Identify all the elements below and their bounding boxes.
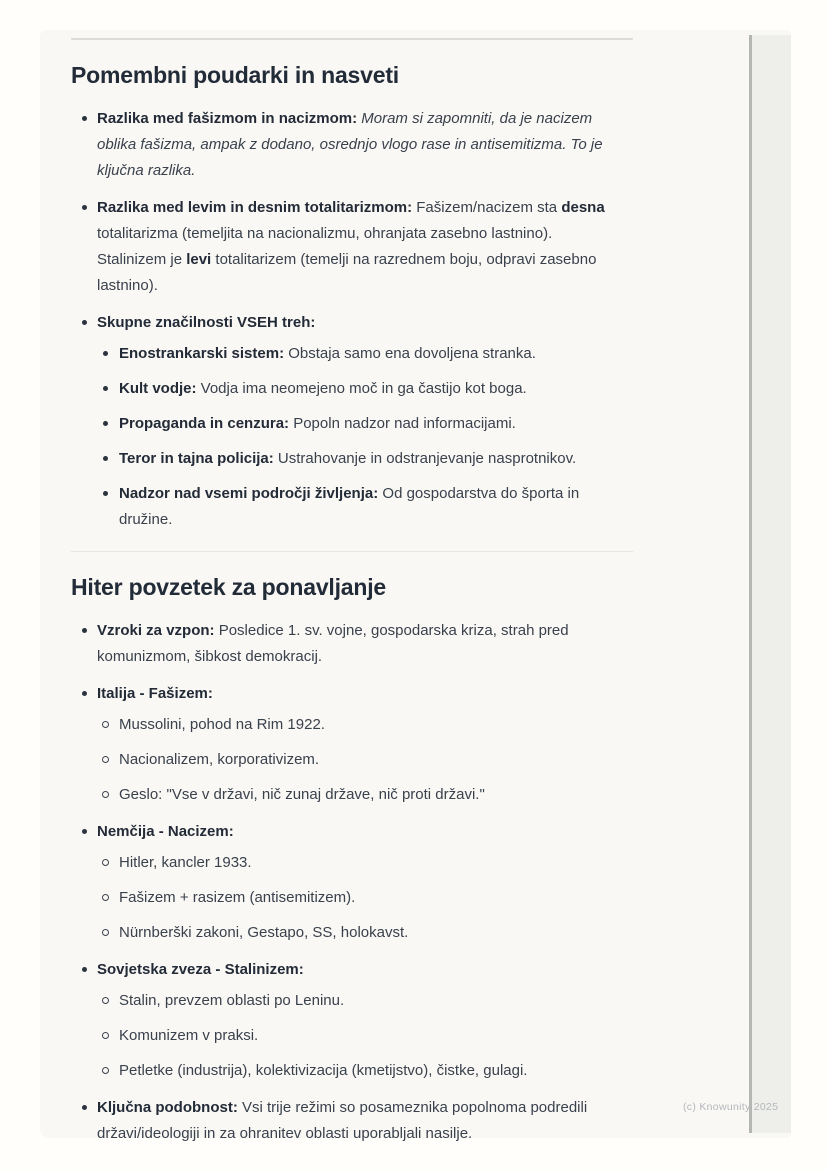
- list-item: [97, 988, 616, 1014]
- bullet-icon: [103, 456, 108, 461]
- sub-bullet-list: [97, 850, 616, 946]
- sub-bullet-list: [97, 712, 616, 808]
- list-item-text: Nadzor nad vsemi področji življenja: Od gospodarstva do športa in družine.: [119, 485, 580, 528]
- list-item: [97, 1058, 616, 1084]
- list-item-text: Nemčija - Nacizem:: [97, 823, 234, 840]
- bullet-icon: [103, 386, 108, 391]
- list-item-text: Ključna podobnost: Vsi trije režimi so posameznika popolnoma podredili državi/ideologiji in za ohranitev oblasti uporabljali nasilje.: [97, 1099, 588, 1142]
- bullet-icon: [82, 691, 87, 696]
- list-item-text: Teror in tajna policija: Ustrahovanje in odstranjevanje nasprotnikov.: [119, 450, 577, 467]
- list-item-text: Propaganda in cenzura: Popoln nadzor nad informacijami.: [119, 415, 516, 432]
- circle-bullet-icon: [102, 1067, 109, 1074]
- list-item: [71, 819, 616, 946]
- list-item-text: Fašizem + rasizem (antisemitizem).: [119, 889, 356, 906]
- watermark: (c) Knowunity 2025: [683, 1101, 779, 1113]
- list-item-text: Hitler, kancler 1933.: [119, 854, 252, 871]
- list-item-text: Nürnberški zakoni, Gestapo, SS, holokavst.: [119, 924, 409, 941]
- list-item: [97, 850, 616, 876]
- list-item-text: Razlika med fašizmom in nacizmom: Moram si zapomniti, da je nacizem oblika fašizma, ampak z dodano, osrednjo vlogo rase in antisemitizma. To je ključna razlika.: [97, 110, 603, 179]
- bullet-icon: [82, 320, 87, 325]
- list-item: [71, 957, 616, 1084]
- bullet-icon: [82, 116, 87, 121]
- bullet-icon: [82, 967, 87, 972]
- list-item: [97, 782, 616, 808]
- list-item: [97, 481, 616, 533]
- circle-bullet-icon: [102, 929, 109, 936]
- list-item-text: Komunizem v praksi.: [119, 1027, 259, 1044]
- sub-bullet-list: [97, 341, 616, 533]
- section-title-highlights: Pomembni poudarki in nasveti: [71, 62, 399, 88]
- circle-bullet-icon: [102, 894, 109, 901]
- page-content: [40, 30, 644, 1147]
- list-item: [71, 106, 616, 184]
- circle-bullet-icon: [102, 997, 109, 1004]
- list-item-text: Enostrankarski sistem: Obstaja samo ena dovoljena stranka.: [119, 345, 536, 362]
- list-item: [71, 195, 616, 299]
- list-item-text: Italija - Fašizem:: [97, 685, 213, 702]
- sub-bullet-list: [97, 988, 616, 1084]
- list-item: [97, 712, 616, 738]
- list-item-text: Razlika med levim in desnim totalitarizmom: Fašizem/nacizem sta desna totalitarizma (temeljita na nacionalizmu, ohranjata zasebno lastnino). Stalinizem je levi totalitarizem (temelji na razrednem boju, odpravi zasebno lastnino).: [97, 199, 605, 294]
- bullet-icon: [82, 205, 87, 210]
- section-highlights: [71, 60, 644, 533]
- bullet-icon: [82, 1105, 87, 1110]
- list-item-text: Sovjetska zveza - Stalinizem:: [97, 961, 304, 978]
- bullet-list-highlights: [71, 106, 616, 533]
- circle-bullet-icon: [102, 721, 109, 728]
- section-divider: [71, 551, 633, 552]
- list-item: [97, 885, 616, 911]
- list-item-text: Petletke (industrija), kolektivizacija (kmetijstvo), čistke, gulagi.: [119, 1062, 528, 1079]
- section-summary: [71, 572, 644, 1147]
- bullet-icon: [103, 491, 108, 496]
- bullet-icon: [82, 829, 87, 834]
- list-item: [97, 920, 616, 946]
- document-page: [40, 30, 791, 1142]
- circle-bullet-icon: [102, 756, 109, 763]
- list-item: [97, 411, 616, 437]
- list-item: [97, 1023, 616, 1049]
- list-item-text: Vzroki za vzpon: Posledice 1. sv. vojne, gospodarska kriza, strah pred komunizmom, šibkost demokracij.: [97, 622, 569, 665]
- top-divider: [71, 38, 633, 40]
- circle-bullet-icon: [102, 1032, 109, 1039]
- list-item: [97, 376, 616, 402]
- list-item: [97, 446, 616, 472]
- bullet-icon: [82, 628, 87, 633]
- list-item-text: Kult vodje: Vodja ima neomejeno moč in ga častijo kot boga.: [119, 380, 527, 397]
- list-item-text: Skupne značilnosti VSEH treh:: [97, 314, 316, 331]
- list-item-text: Nacionalizem, korporativizem.: [119, 751, 320, 768]
- list-item: [71, 1095, 616, 1147]
- bullet-list-summary: [71, 618, 616, 1147]
- list-item: [71, 310, 616, 533]
- list-item: [97, 747, 616, 773]
- circle-bullet-icon: [102, 791, 109, 798]
- list-item-text: Geslo: "Vse v državi, nič zunaj države, nič proti državi.": [119, 786, 485, 803]
- list-item: [71, 681, 616, 808]
- list-item-text: Stalin, prevzem oblasti po Leninu.: [119, 992, 345, 1009]
- list-item-text: Mussolini, pohod na Rim 1922.: [119, 716, 325, 733]
- bullet-icon: [103, 421, 108, 426]
- page-edge-strip: [749, 35, 791, 1133]
- list-item: [71, 618, 616, 670]
- bullet-icon: [103, 351, 108, 356]
- section-title-summary: Hiter povzetek za ponavljanje: [71, 574, 387, 600]
- list-item: [97, 341, 616, 367]
- circle-bullet-icon: [102, 859, 109, 866]
